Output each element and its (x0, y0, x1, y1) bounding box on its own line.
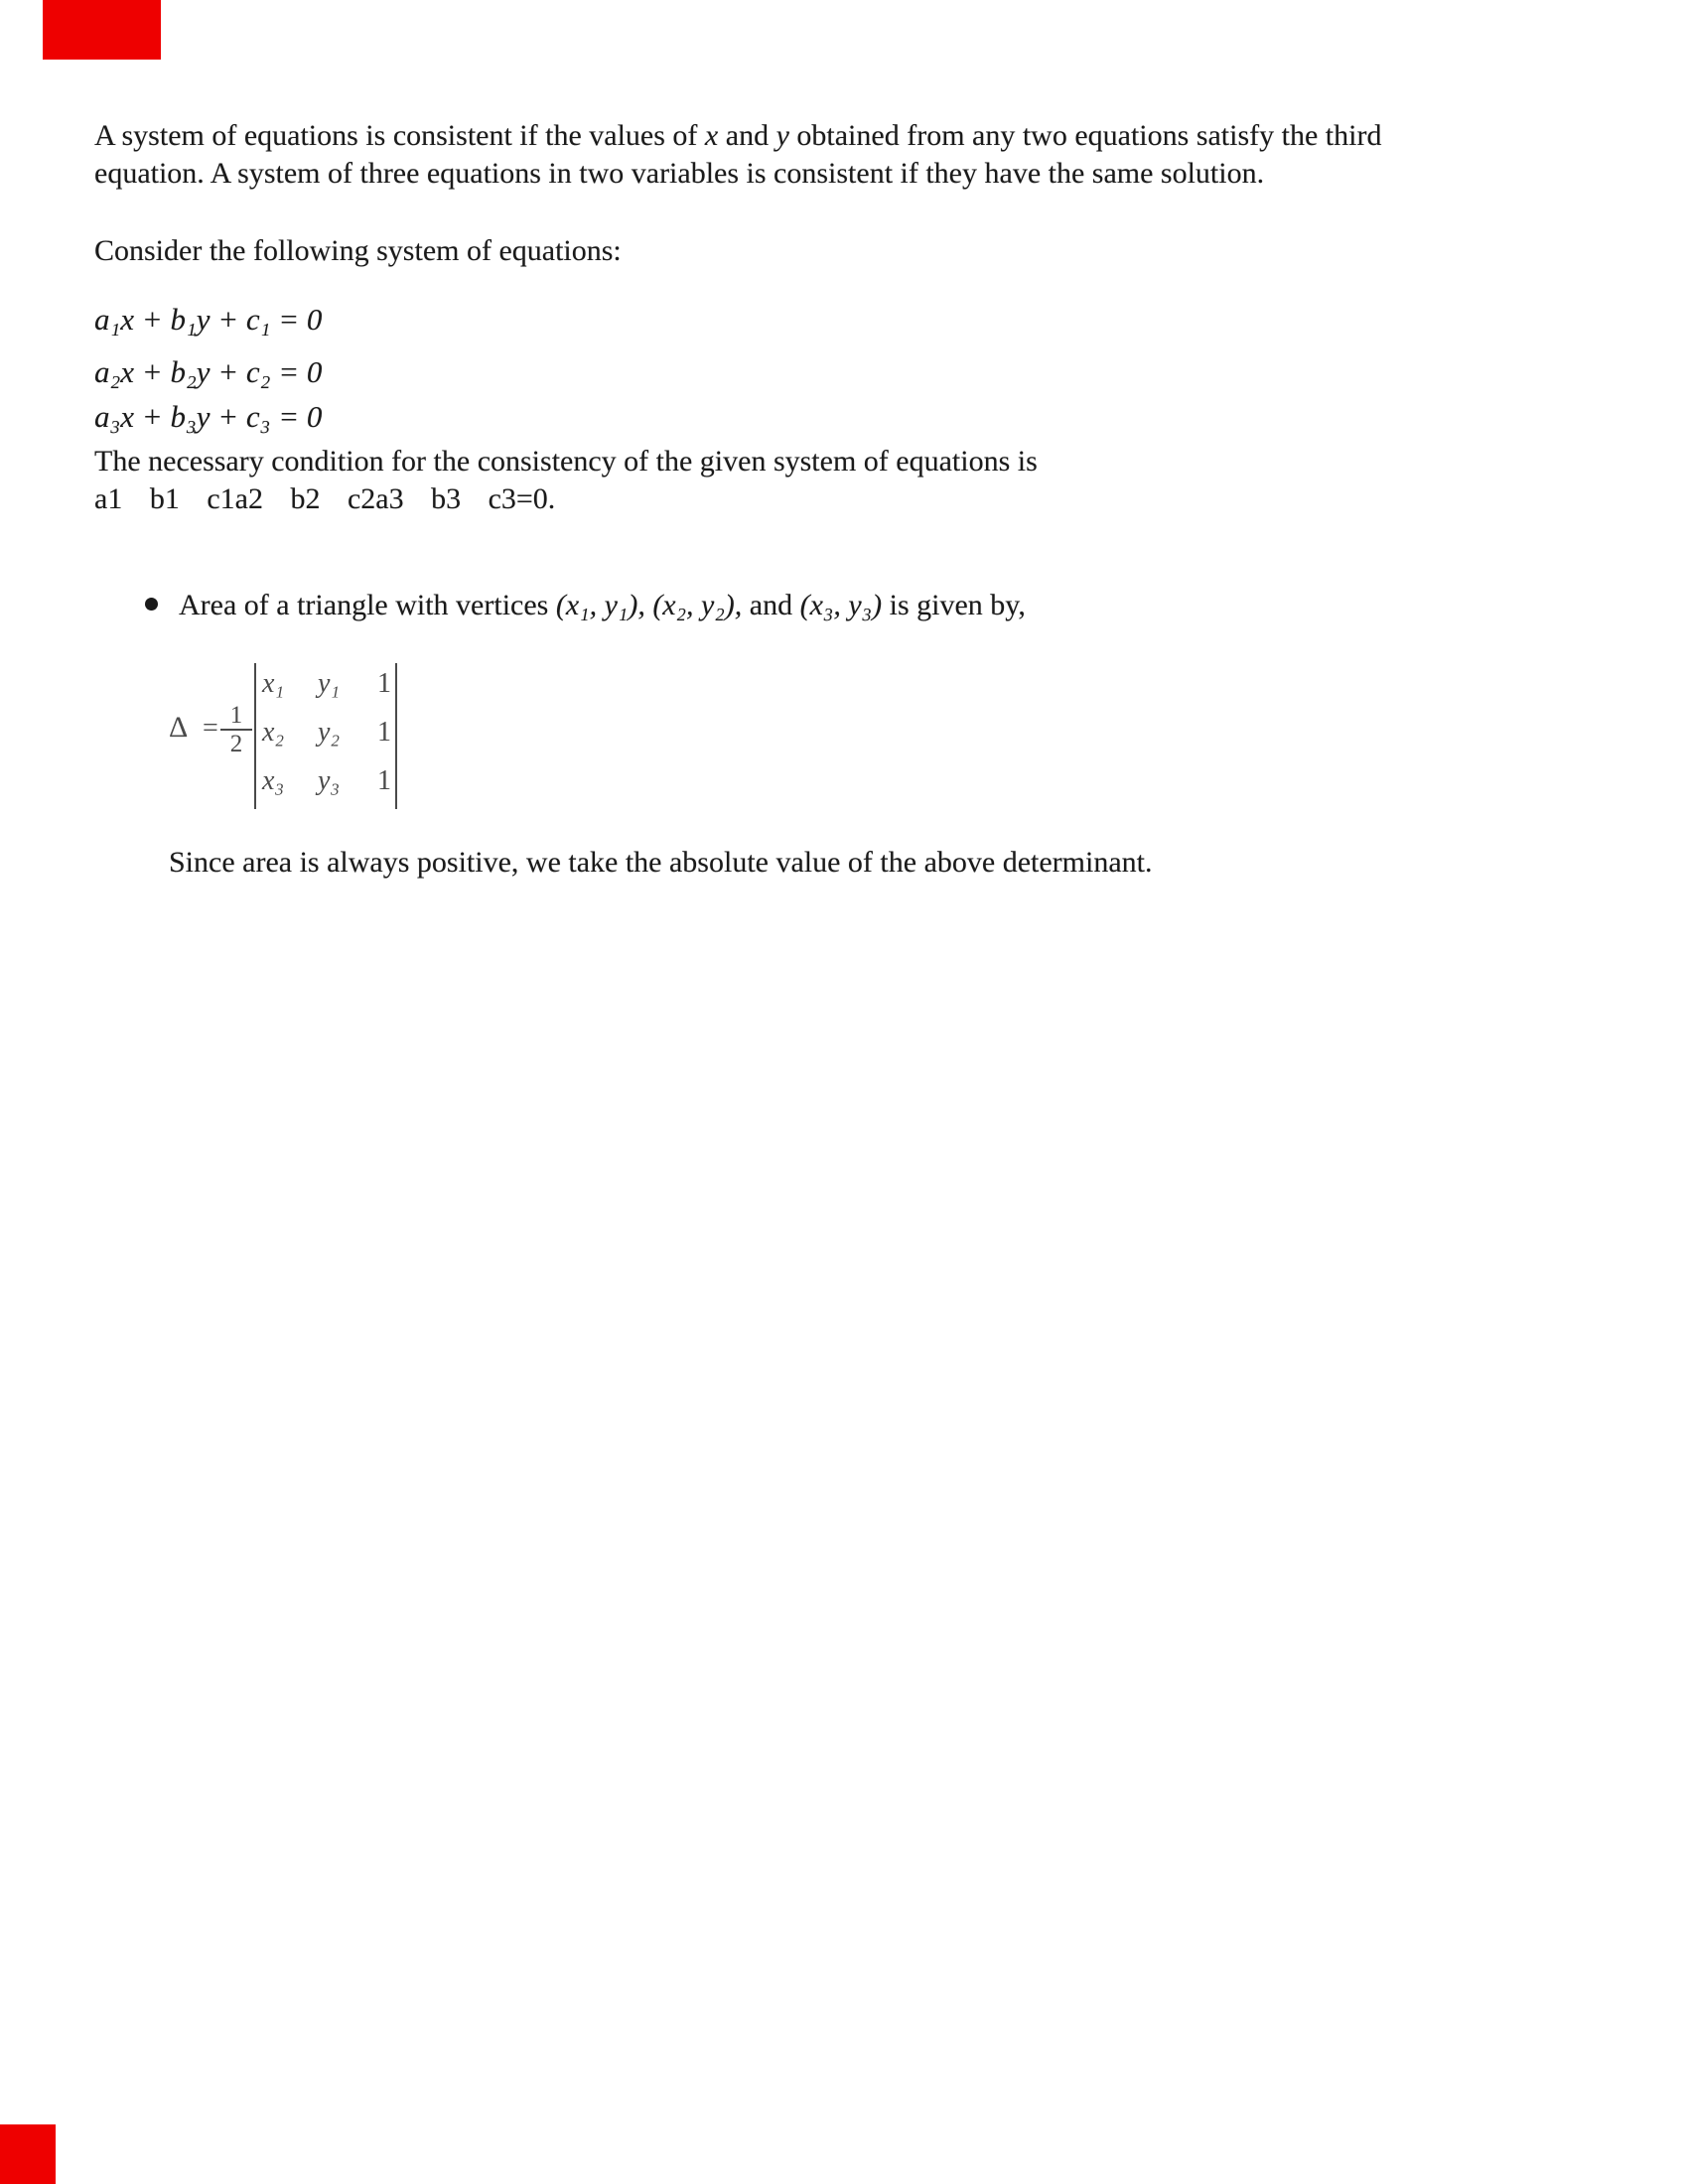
red-scan-mark-bottom-left (0, 2124, 56, 2184)
vertex-pair-1-2: (x₁, y₁), (x₂, y₂), (555, 589, 743, 621)
vertex-pair-3: (x₃, y₃) (799, 589, 883, 621)
matrix-cell: y₁ (318, 667, 341, 699)
bullet-icon (145, 598, 158, 611)
matrix-cell: x₂ (262, 716, 285, 748)
area-determinant-formula (159, 655, 417, 819)
variable-x: x (704, 119, 719, 152)
condition-sentence: The necessary condition for the consistency of the given system of equations is (94, 445, 1038, 478)
fraction-numerator: 1 (229, 702, 243, 729)
intro-text: and (718, 119, 776, 152)
equation-2: a₂x + b₂y + c₂ = 0 (94, 354, 323, 389)
matrix-cell: 1 (377, 716, 391, 748)
fraction-denominator: 2 (220, 729, 252, 756)
consider-line: Consider the following system of equations: (94, 234, 622, 267)
matrix-cell: x₃ (262, 764, 285, 796)
bullet-text: is given by, (882, 589, 1026, 621)
equation-3: a₃x + b₃y + c₃ = 0 (94, 399, 323, 434)
matrix-cell: y₂ (318, 716, 341, 748)
bullet-area-line (179, 589, 1026, 623)
red-scan-mark-top-left (43, 0, 161, 60)
determinant-matrix (262, 659, 393, 805)
matrix-cell: x₁ (262, 667, 285, 699)
matrix-cell: 1 (377, 667, 391, 699)
delta-symbol: Δ (169, 711, 189, 744)
conclusion-line: Since area is always positive, we take the absolute value of the above determinant. (169, 846, 1153, 879)
bullet-text: Area of a triangle with vertices (179, 589, 556, 621)
determinant-left-bar (254, 663, 256, 809)
bullet-text: and (742, 589, 800, 621)
equals-sign: = (203, 713, 218, 744)
condition-flattened-determinant: a1 b1 c1a2 b2 c2a3 b3 c3=0. (94, 482, 556, 515)
matrix-cell: 1 (377, 764, 391, 796)
intro-paragraph-line-1 (94, 119, 1381, 154)
determinant-right-bar (395, 663, 397, 809)
intro-text: obtained from any two equations satisfy the third (788, 119, 1382, 152)
variable-y: y (775, 119, 789, 152)
intro-paragraph-line-2: equation. A system of three equations in two variables is consistent if they have the same solution. (94, 157, 1265, 190)
one-half-fraction (220, 703, 252, 756)
equation-1: a₁x + b₁y + c₁ = 0 (94, 302, 323, 337)
intro-text: A system of equations is consistent if the values of (94, 119, 705, 152)
matrix-cell: y₃ (318, 764, 341, 796)
